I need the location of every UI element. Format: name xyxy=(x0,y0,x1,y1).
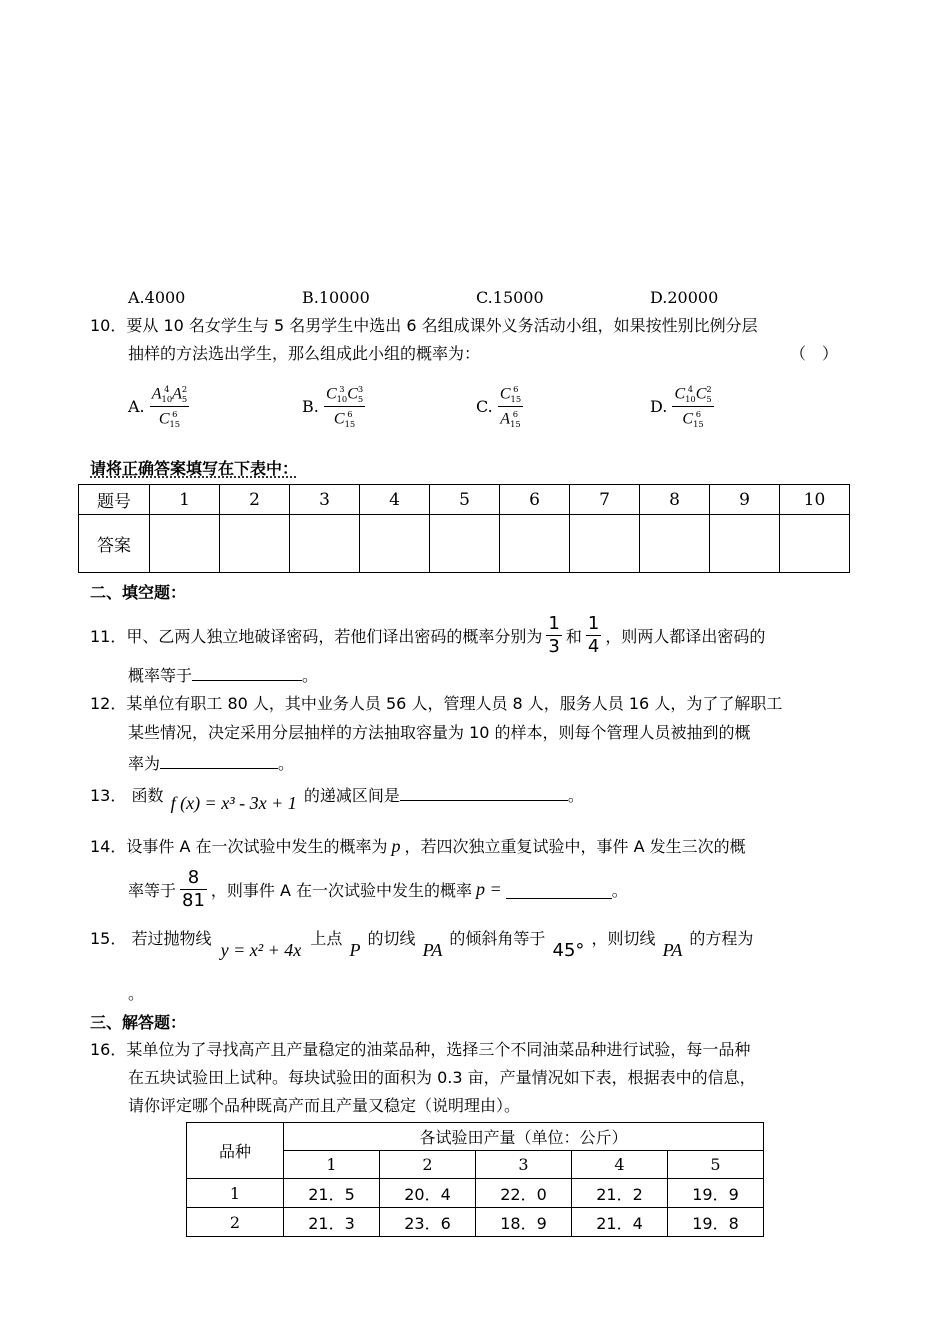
q15-angle: 45° xyxy=(552,940,585,961)
q11-fraction-1: $\frac{1}{3}$ xyxy=(548,612,560,657)
q10-option-b-label: B. xyxy=(302,397,319,416)
q15-text1: 若过抛物线 xyxy=(131,929,212,948)
q11-line2 xyxy=(128,662,318,688)
question-number-label: 题号 xyxy=(79,485,150,515)
answer-cell[interactable] xyxy=(150,515,220,573)
answer-table-header-row xyxy=(79,485,850,515)
q14-line2 xyxy=(128,862,628,916)
q10-option-d-label: D. xyxy=(650,397,668,416)
q14-text4: ，则事件 A 在一次试验中发生的概率 xyxy=(210,880,473,900)
q10-option-b xyxy=(302,384,365,429)
field-number: 4 xyxy=(572,1151,668,1179)
question-number-cell: 2 xyxy=(220,485,290,515)
table-row xyxy=(187,1208,764,1237)
field-yield-header: 各试验田产量（单位：公斤） xyxy=(284,1123,764,1151)
q9-option-a: A.4000 xyxy=(128,288,186,307)
q10-answer-paren: （ ） xyxy=(790,344,839,363)
yield-cell: 21．2 xyxy=(572,1179,668,1208)
answer-cell[interactable] xyxy=(640,515,710,573)
answer-table-answer-row xyxy=(79,515,850,573)
yield-cell: 19．8 xyxy=(668,1208,764,1237)
answer-cell[interactable] xyxy=(290,515,360,573)
q10-option-d xyxy=(650,384,714,429)
q11-and: 和 xyxy=(565,626,582,646)
question-number-cell: 8 xyxy=(640,485,710,515)
q9-option-d: D.20000 xyxy=(650,288,719,307)
q10-text-line1: 要从 10 名女学生与 5 名男学生中选出 6 名组成课外义务活动小组，如果按性别比例分层 xyxy=(126,316,758,335)
q12-text-line1: 某单位有职工 80 人，其中业务人员 56 人，管理人员 8 人，服务人员 16 人，为了了解职工 xyxy=(126,694,783,713)
q15-number: 15． xyxy=(90,929,127,948)
variety-cell: 2 xyxy=(187,1208,284,1237)
variety-header: 品种 xyxy=(187,1123,284,1179)
q15-line1 xyxy=(90,926,753,966)
q13-end: 。 xyxy=(567,786,584,805)
answer-cell[interactable] xyxy=(570,515,640,573)
answer-cell[interactable] xyxy=(500,515,570,573)
q14-line1 xyxy=(90,834,746,859)
q15-text6: 的方程为 xyxy=(689,929,754,948)
q11-line2-text: 概率等于 xyxy=(128,666,193,685)
q10-option-c-label: C. xyxy=(476,397,493,416)
q11-text2: ，则两人都译出密码的 xyxy=(605,626,766,646)
yield-cell: 18．9 xyxy=(476,1208,572,1237)
question-number-cell: 1 xyxy=(150,485,220,515)
q13-text1: 函数 xyxy=(131,786,164,805)
q16-text-line3: 请你评定哪个品种既高产而且产量又稳定（说明理由）。 xyxy=(128,1096,521,1115)
yield-cell: 19．9 xyxy=(668,1179,764,1208)
q14-text1: 设事件 A 在一次试验中发生的概率为 xyxy=(126,837,388,856)
q10-option-d-fraction: C 4 10 C 2 5 C 6 15 xyxy=(674,384,712,429)
q11-answer-blank[interactable] xyxy=(192,662,302,681)
q13-number: 13． xyxy=(90,786,127,805)
answer-cell[interactable] xyxy=(780,515,850,573)
q15-line-pa-2: PA xyxy=(662,940,683,960)
q15-text4: 的倾斜角等于 xyxy=(449,929,546,948)
q11-line1 xyxy=(90,608,765,662)
field-number: 3 xyxy=(476,1151,572,1179)
question-number-cell: 6 xyxy=(500,485,570,515)
question-number-cell: 7 xyxy=(570,485,640,515)
yield-cell: 20．4 xyxy=(380,1179,476,1208)
q15-parabola-formula: y = x² + 4x xyxy=(220,940,302,960)
q10-option-a-fraction: A 4 10 A 2 5 C 6 15 xyxy=(151,384,188,429)
q9-option-c: C.15000 xyxy=(476,288,544,307)
yield-cell: 21．5 xyxy=(284,1179,380,1208)
q14-answer-blank[interactable] xyxy=(506,880,612,899)
answer-cell[interactable] xyxy=(360,515,430,573)
q9-option-b: B.10000 xyxy=(302,288,370,307)
q14-fraction: $\frac{8}{81}$ xyxy=(182,866,205,911)
q12-text-line3: 率为 xyxy=(128,754,161,773)
question-number-cell: 5 xyxy=(430,485,500,515)
q10-option-c-fraction: C 6 15 A 6 15 xyxy=(499,384,522,429)
field-number: 2 xyxy=(380,1151,476,1179)
yield-cell: 22．0 xyxy=(476,1179,572,1208)
field-number: 5 xyxy=(668,1151,764,1179)
q10-option-a-label: A. xyxy=(128,397,145,416)
q15-text3: 的切线 xyxy=(367,929,416,948)
section-2-heading: 二、填空题： xyxy=(90,583,187,602)
question-number-cell: 9 xyxy=(710,485,780,515)
q14-number: 14． xyxy=(90,837,127,856)
field-number: 1 xyxy=(284,1151,380,1179)
q16-number: 16． xyxy=(90,1040,127,1059)
q10-option-b-fraction: C 3 10 C 3 5 C 6 15 xyxy=(325,384,364,429)
q11-end: 。 xyxy=(302,666,319,685)
answer-instruction: 请将正确答案填写在下表中： xyxy=(90,459,299,478)
q14-text2: ，若四次独立重复试验中，事件 A 发生三次的概 xyxy=(404,837,746,856)
q12-line3 xyxy=(128,750,294,776)
q12-number: 12． xyxy=(90,694,127,713)
q10-option-a xyxy=(128,384,189,429)
answer-cell[interactable] xyxy=(220,515,290,573)
yield-cell: 23．6 xyxy=(380,1208,476,1237)
q14-text3: 率等于 xyxy=(128,880,177,900)
q13-answer-blank[interactable] xyxy=(400,782,568,801)
section-3-heading: 三、解答题： xyxy=(90,1013,187,1032)
answer-cell[interactable] xyxy=(430,515,500,573)
q12-line1 xyxy=(90,692,782,716)
q12-end: 。 xyxy=(278,754,295,773)
q12-text-line2: 某些情况，决定采用分层抽样的方法抽取容量为 10 的样本，则每个管理人员被抽到的概 xyxy=(128,723,751,742)
q12-answer-blank[interactable] xyxy=(160,750,278,769)
q10-text-line2: 抽样的方法选出学生，那么组成此小组的概率为： xyxy=(128,344,481,363)
q10-option-c xyxy=(476,384,523,429)
yield-cell: 21．4 xyxy=(572,1208,668,1237)
q16-text-line1: 某单位为了寻找高产且产量稳定的油菜品种，选择三个不同油菜品种进行试验，每一品种 xyxy=(126,1040,751,1059)
q15-point-p: P xyxy=(349,940,361,960)
q15-end: 。 xyxy=(128,984,145,1003)
q10-line1 xyxy=(90,314,758,338)
q14-p-equals: p = xyxy=(476,878,502,899)
question-number-cell: 4 xyxy=(360,485,430,515)
question-number-cell: 10 xyxy=(780,485,850,515)
question-number-cell: 3 xyxy=(290,485,360,515)
q14-p: p xyxy=(391,836,401,856)
q11-number: 11． xyxy=(90,626,127,646)
yield-table-header-row xyxy=(187,1123,764,1151)
q10-number: 10． xyxy=(90,316,127,335)
q11-text1: 甲、乙两人独立地破译密码，若他们译出密码的概率分别为 xyxy=(126,626,543,646)
q13-text2: 的递减区间是 xyxy=(303,786,400,805)
q15-text5: ，则切线 xyxy=(591,929,656,948)
answer-label: 答案 xyxy=(79,515,150,573)
q14-end: 。 xyxy=(611,880,628,900)
q11-fraction-2: $\frac{1}{4}$ xyxy=(587,612,600,657)
q13-line xyxy=(90,782,584,813)
q16-text-line2: 在五块试验田上试种。每块试验田的面积为 0.3 亩，产量情况如下表，根据表中的信息， xyxy=(128,1068,756,1087)
variety-cell: 1 xyxy=(187,1179,284,1208)
yield-table xyxy=(186,1122,764,1237)
q16-line1 xyxy=(90,1038,750,1062)
table-row xyxy=(187,1179,764,1208)
q13-formula: f (x) = x³ - 3x + 1 xyxy=(170,793,297,813)
answer-table xyxy=(78,484,850,573)
yield-cell: 21．3 xyxy=(284,1208,380,1237)
q15-text2: 上点 xyxy=(310,929,343,948)
answer-cell[interactable] xyxy=(710,515,780,573)
q15-line-pa: PA xyxy=(422,940,443,960)
